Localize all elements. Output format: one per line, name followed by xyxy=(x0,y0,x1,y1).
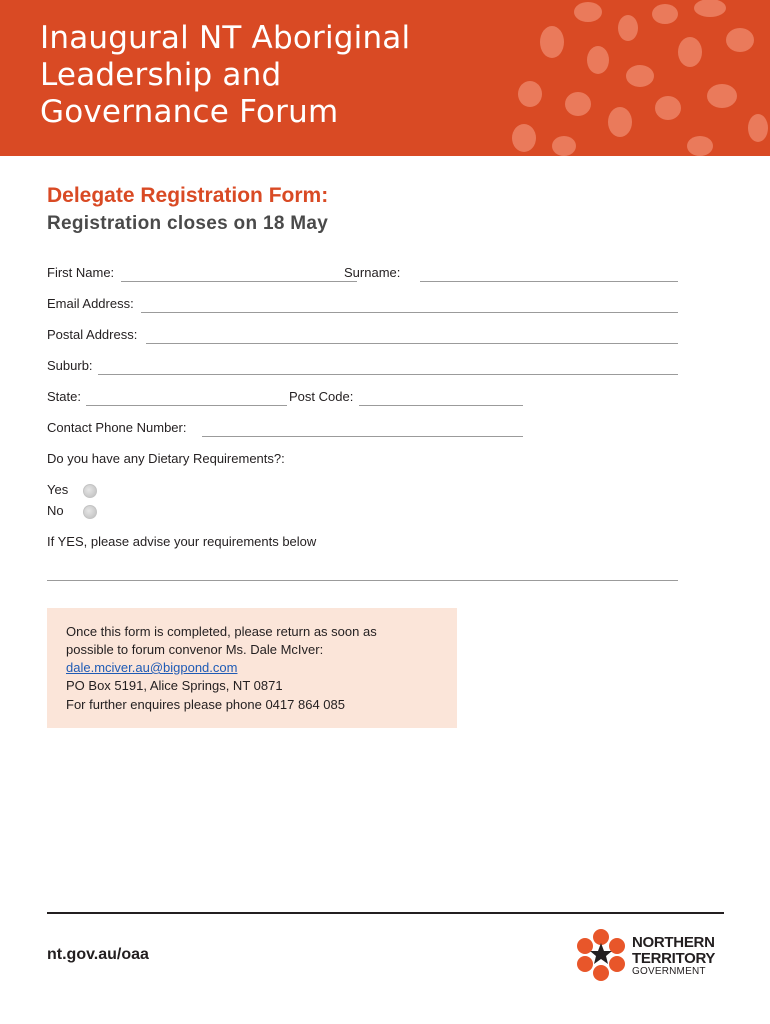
forum-title-line: Leadership and xyxy=(40,57,282,93)
logo-text-government: GOVERNMENT xyxy=(632,966,706,977)
postal-address-text: PO Box 5191, Alice Springs, NT 0871 xyxy=(66,678,283,693)
phone-label: Contact Phone Number: xyxy=(47,420,187,435)
suburb-label: Suburb: xyxy=(47,358,93,373)
state-label: State: xyxy=(47,389,81,404)
email-label: Email Address: xyxy=(47,296,134,311)
forum-title-line: Inaugural NT Aboriginal xyxy=(40,20,411,56)
surname-field[interactable] xyxy=(420,281,678,282)
dietary-no-radio[interactable] xyxy=(83,505,97,519)
email-field[interactable] xyxy=(141,312,678,313)
dot-pattern-decoration xyxy=(500,0,770,156)
phone-field[interactable] xyxy=(202,436,523,437)
info-line: possible to forum convenor Ms. Dale McIver: xyxy=(66,642,324,657)
dietary-yes-radio[interactable] xyxy=(83,484,97,498)
return-info-box xyxy=(47,608,457,728)
post-code-label: Post Code: xyxy=(289,389,354,404)
dietary-no-label: No xyxy=(47,503,64,518)
form-subheading: Registration closes on 18 May xyxy=(47,213,329,234)
postal-address-field[interactable] xyxy=(146,343,678,344)
nt-government-logo xyxy=(574,928,734,984)
suburb-field[interactable] xyxy=(98,374,678,375)
state-field[interactable] xyxy=(86,405,287,406)
dietary-yes-label: Yes xyxy=(47,482,69,497)
first-name-field[interactable] xyxy=(121,281,357,282)
dietary-followup: If YES, please advise your requirements below xyxy=(47,534,317,549)
logo-text-northern: NORTHERN xyxy=(632,934,715,951)
footer-url[interactable]: nt.gov.au/oaa xyxy=(47,946,149,963)
surname-label: Surname: xyxy=(344,265,401,280)
header-banner xyxy=(0,0,770,156)
footer-divider xyxy=(47,912,724,914)
logo-text-territory: TERRITORY xyxy=(632,950,716,967)
postal-address-label: Postal Address: xyxy=(47,327,138,342)
info-line: Once this form is completed, please return as soon as xyxy=(66,624,377,639)
dietary-requirements-field[interactable] xyxy=(47,580,678,581)
enquiry-phone-text: For further enquires please phone 0417 864 085 xyxy=(66,697,345,712)
forum-title-line: Governance Forum xyxy=(40,94,339,130)
post-code-field[interactable] xyxy=(359,405,523,406)
convenor-email-link[interactable]: dale.mciver.au@bigpond.com xyxy=(66,660,238,675)
nt-flower-icon xyxy=(574,928,628,982)
dietary-question: Do you have any Dietary Requirements?: xyxy=(47,451,285,466)
first-name-label: First Name: xyxy=(47,265,115,280)
forum-title xyxy=(40,20,500,131)
form-heading: Delegate Registration Form: xyxy=(47,184,329,207)
